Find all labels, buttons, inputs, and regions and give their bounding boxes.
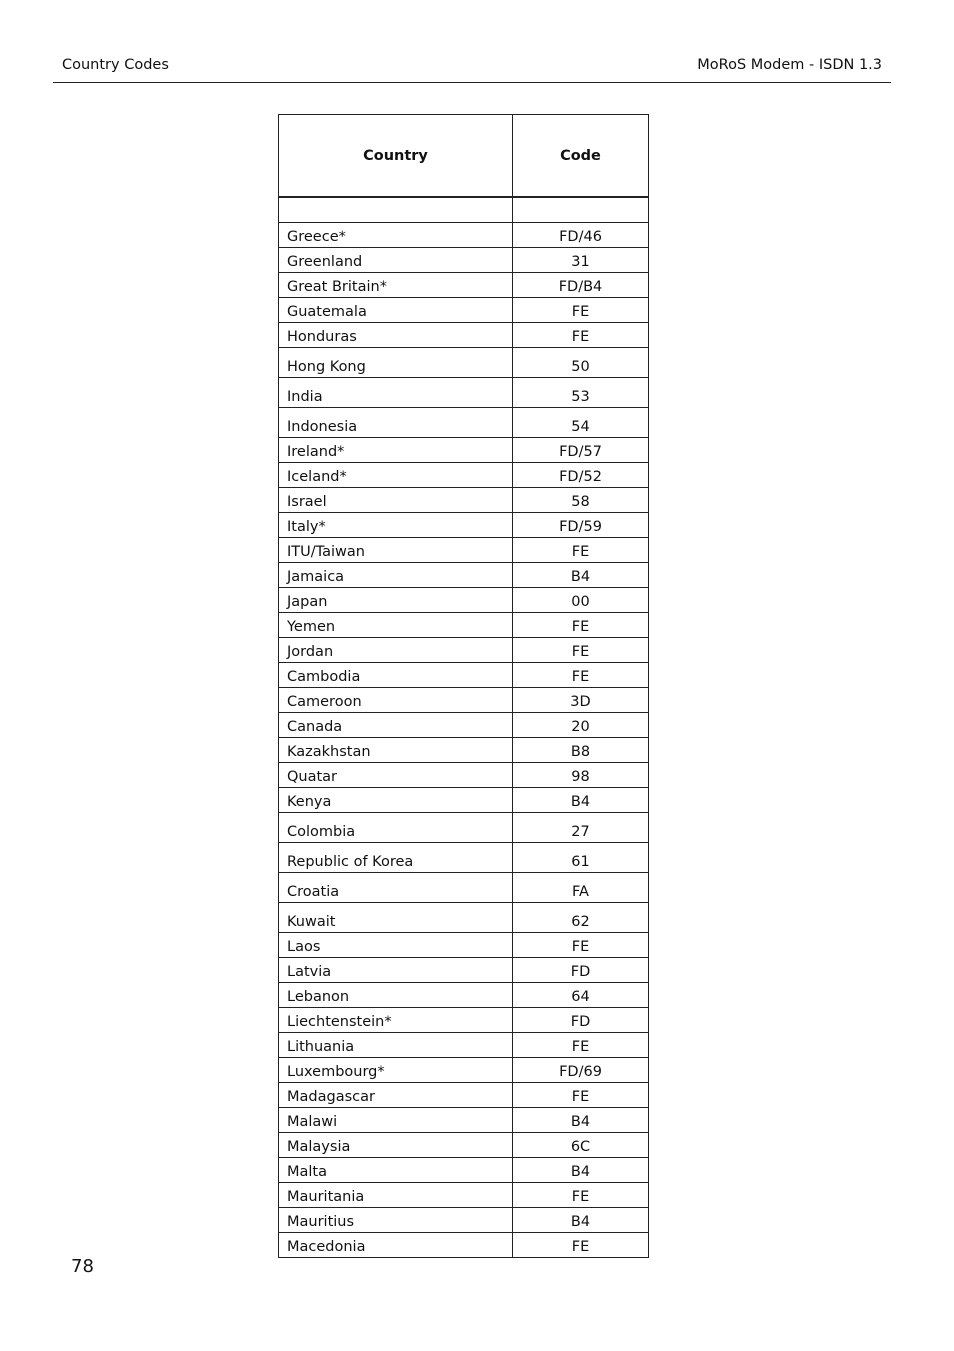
- country-cell: Mauritania: [279, 1183, 513, 1208]
- table-row: [279, 788, 649, 813]
- page-number: 78: [71, 1256, 94, 1277]
- header-rule: [53, 82, 891, 83]
- table-row: [279, 983, 649, 1008]
- code-cell: FD/59: [513, 513, 649, 538]
- code-cell: FE: [513, 933, 649, 958]
- table-row: [279, 588, 649, 613]
- code-cell: 54: [513, 408, 649, 438]
- table-row: [279, 903, 649, 933]
- table-row: [279, 1133, 649, 1158]
- country-cell: Yemen: [279, 613, 513, 638]
- country-cell: Mauritius: [279, 1208, 513, 1233]
- table-row: [279, 488, 649, 513]
- country-cell: Israel: [279, 488, 513, 513]
- code-cell: FE: [513, 613, 649, 638]
- country-cell: Cameroon: [279, 688, 513, 713]
- code-cell: 3D: [513, 688, 649, 713]
- code-cell: FE: [513, 298, 649, 323]
- code-cell: FE: [513, 1083, 649, 1108]
- country-cell: Kuwait: [279, 903, 513, 933]
- running-header-document: MoRoS Modem - ISDN 1.3: [697, 57, 882, 73]
- code-cell: FD: [513, 958, 649, 983]
- country-cell: Laos: [279, 933, 513, 958]
- table-row: [279, 813, 649, 843]
- country-cell: India: [279, 378, 513, 408]
- code-cell: 50: [513, 348, 649, 378]
- code-cell: 58: [513, 488, 649, 513]
- country-cell: Canada: [279, 713, 513, 738]
- country-cell: ITU/Taiwan: [279, 538, 513, 563]
- country-cell: Great Britain*: [279, 273, 513, 298]
- country-cell: Guatemala: [279, 298, 513, 323]
- table-row: [279, 348, 649, 378]
- table-row: [279, 638, 649, 663]
- country-cell: Madagascar: [279, 1083, 513, 1108]
- code-cell: FE: [513, 1033, 649, 1058]
- country-cell: Greenland: [279, 248, 513, 273]
- code-cell: 61: [513, 843, 649, 873]
- table-row: [279, 1208, 649, 1233]
- table-row: [279, 1058, 649, 1083]
- country-cell: Latvia: [279, 958, 513, 983]
- code-cell: FD/57: [513, 438, 649, 463]
- country-cell: Kazakhstan: [279, 738, 513, 763]
- country-cell: Malta: [279, 1158, 513, 1183]
- table-row: [279, 438, 649, 463]
- country-cell: Jordan: [279, 638, 513, 663]
- table-row: [279, 248, 649, 273]
- table-row: [279, 663, 649, 688]
- country-code-table: [278, 114, 649, 1258]
- code-cell: FE: [513, 323, 649, 348]
- country-cell: Malawi: [279, 1108, 513, 1133]
- table-row: [279, 613, 649, 638]
- code-cell: FE: [513, 638, 649, 663]
- table-header-row: [279, 115, 649, 198]
- table-row: [279, 1108, 649, 1133]
- code-cell: FE: [513, 1233, 649, 1258]
- table-row: [279, 1158, 649, 1183]
- country-cell: Lebanon: [279, 983, 513, 1008]
- table-row: [279, 1033, 649, 1058]
- table-row: [279, 538, 649, 563]
- country-cell: Cambodia: [279, 663, 513, 688]
- code-cell: FD/69: [513, 1058, 649, 1083]
- country-cell: Honduras: [279, 323, 513, 348]
- code-cell: 53: [513, 378, 649, 408]
- code-cell: B4: [513, 1108, 649, 1133]
- table-row: [279, 738, 649, 763]
- table-row: [279, 273, 649, 298]
- table-row: [279, 323, 649, 348]
- table-row: [279, 223, 649, 248]
- column-header-country: Country: [279, 115, 513, 198]
- code-cell: 31: [513, 248, 649, 273]
- code-cell: 6C: [513, 1133, 649, 1158]
- table-row: [279, 1233, 649, 1258]
- code-cell: 98: [513, 763, 649, 788]
- country-cell: Jamaica: [279, 563, 513, 588]
- code-cell: FA: [513, 873, 649, 903]
- country-cell: Macedonia: [279, 1233, 513, 1258]
- table-row: [279, 763, 649, 788]
- code-cell: FD/52: [513, 463, 649, 488]
- code-cell: 62: [513, 903, 649, 933]
- table-row: [279, 873, 649, 903]
- code-cell: FD/46: [513, 223, 649, 248]
- table-row: [279, 688, 649, 713]
- code-cell: [513, 197, 649, 223]
- running-header-title: Country Codes: [62, 57, 169, 73]
- table-row: [279, 298, 649, 323]
- table-row: [279, 958, 649, 983]
- country-cell: Republic of Korea: [279, 843, 513, 873]
- code-cell: FD/B4: [513, 273, 649, 298]
- table-row: [279, 1183, 649, 1208]
- code-cell: B4: [513, 1158, 649, 1183]
- country-cell: Iceland*: [279, 463, 513, 488]
- country-cell: Hong Kong: [279, 348, 513, 378]
- table-row: [279, 408, 649, 438]
- country-cell: Lithuania: [279, 1033, 513, 1058]
- table-row: [279, 843, 649, 873]
- table-row: [279, 378, 649, 408]
- code-cell: FE: [513, 538, 649, 563]
- table-row: [279, 463, 649, 488]
- table-row: [279, 1083, 649, 1108]
- table-row: [279, 933, 649, 958]
- code-cell: 64: [513, 983, 649, 1008]
- country-cell: Japan: [279, 588, 513, 613]
- table-row: [279, 563, 649, 588]
- country-cell: Luxembourg*: [279, 1058, 513, 1083]
- code-cell: B4: [513, 563, 649, 588]
- code-cell: B4: [513, 788, 649, 813]
- code-cell: 00: [513, 588, 649, 613]
- code-cell: FE: [513, 1183, 649, 1208]
- country-cell: Greece*: [279, 223, 513, 248]
- table-row: [279, 513, 649, 538]
- country-cell: Italy*: [279, 513, 513, 538]
- code-cell: FD: [513, 1008, 649, 1033]
- country-cell: Colombia: [279, 813, 513, 843]
- table-row: [279, 1008, 649, 1033]
- code-cell: 27: [513, 813, 649, 843]
- code-cell: 20: [513, 713, 649, 738]
- table-row: [279, 197, 649, 223]
- code-cell: B4: [513, 1208, 649, 1233]
- country-cell: Croatia: [279, 873, 513, 903]
- code-cell: FE: [513, 663, 649, 688]
- column-header-code: Code: [513, 115, 649, 198]
- table-row: [279, 713, 649, 738]
- country-cell: Kenya: [279, 788, 513, 813]
- country-cell: Indonesia: [279, 408, 513, 438]
- country-cell: Malaysia: [279, 1133, 513, 1158]
- country-cell: [279, 197, 513, 223]
- country-cell: Ireland*: [279, 438, 513, 463]
- country-cell: Liechtenstein*: [279, 1008, 513, 1033]
- code-cell: B8: [513, 738, 649, 763]
- country-cell: Quatar: [279, 763, 513, 788]
